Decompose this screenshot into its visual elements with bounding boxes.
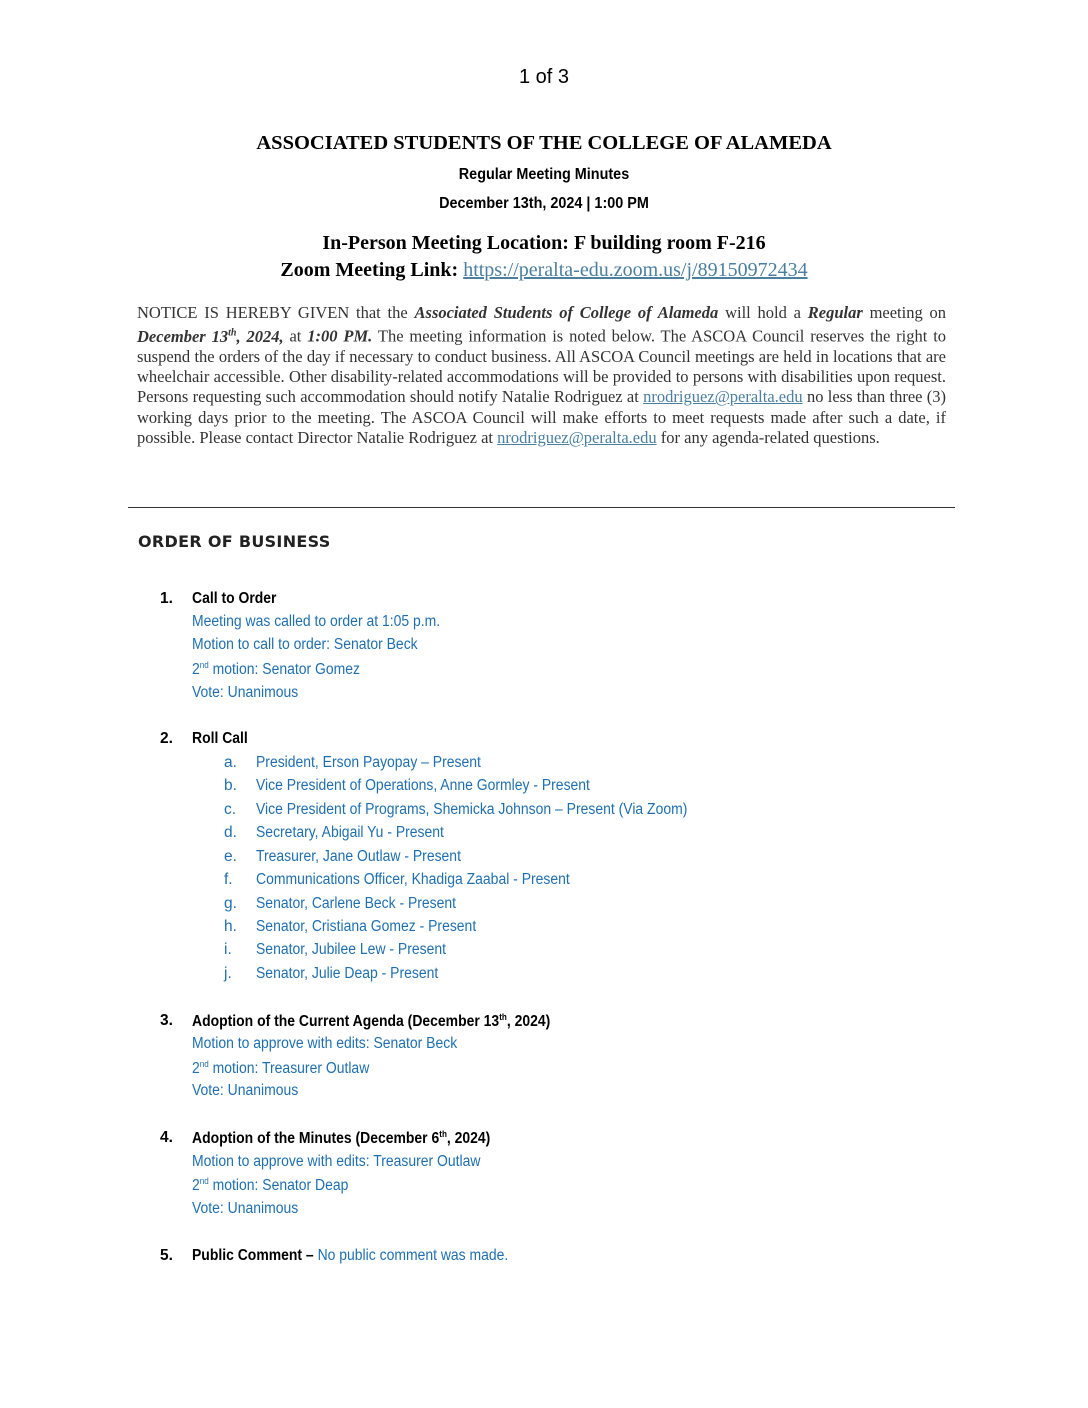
divider — [128, 507, 955, 508]
roll-letter: j. — [224, 965, 232, 982]
second-text: motion: Senator Gomez — [208, 661, 360, 679]
roll-member: Senator, Cristiana Gomez - Present — [256, 918, 477, 935]
title-part: , 2024) — [446, 1130, 491, 1148]
ordinal-sup: nd — [199, 660, 209, 670]
roll-member: Senator, Julie Deap - Present — [256, 965, 439, 982]
email-link[interactable]: nrodriguez@peralta.edu — [497, 427, 657, 447]
title-sup: th — [499, 1012, 507, 1022]
item-title: Call to Order — [192, 590, 277, 607]
roll-member: President, Erson Payopay – Present — [256, 754, 481, 771]
title-part: Public Comment – — [192, 1247, 314, 1264]
notice-text: for any agenda-related questions. — [660, 427, 880, 447]
document-title: ASSOCIATED STUDENTS OF THE COLLEGE OF ALAMEDA — [256, 132, 832, 154]
title-part: , 2024) — [506, 1013, 551, 1031]
second-text: motion: Treasurer Outlaw — [208, 1060, 370, 1078]
notice-date-suffix: , 2024, — [236, 326, 284, 346]
roll-letter: i. — [224, 941, 232, 958]
item-vote: Vote: Unanimous — [192, 1200, 299, 1217]
roll-member: Vice President of Programs, Shemicka Johnson – Present (Via Zoom) — [256, 801, 688, 818]
item-number: 3. — [160, 1012, 173, 1029]
ordinal-sup: nd — [199, 1176, 209, 1186]
roll-member: Communications Officer, Khadiga Zaabal - Present — [256, 871, 570, 888]
roll-letter: a. — [224, 754, 237, 771]
meeting-location — [0, 232, 1088, 255]
item-vote: Vote: Unanimous — [192, 1082, 299, 1099]
title-part: Adoption of the Current Agenda (December 13 — [192, 1013, 500, 1031]
item-title: Roll Call — [192, 730, 248, 747]
item-number: 2. — [160, 730, 173, 747]
zoom-link[interactable]: https://peralta-edu.zoom.us/j/89150972434 — [463, 259, 808, 281]
roll-member: Vice President of Operations, Anne Gormley - Present — [256, 777, 590, 794]
notice-text: at — [289, 326, 302, 346]
second-text: motion: Senator Deap — [208, 1177, 349, 1195]
title-sup: th — [439, 1129, 447, 1139]
notice-org: Associated Students of College of Alameda — [414, 303, 719, 322]
item-title — [192, 1247, 508, 1265]
item-detail: Motion to call to order: Senator Beck — [192, 636, 418, 653]
notice-text: no less than three (3) working days prior to the meeting. The ASCOA Council will make efforts to meet requests made after such a date, if possible. Please contact Director Natalie Rodriguez at — [137, 387, 947, 447]
location-text: In-Person Meeting Location: F building room F-216 — [322, 232, 766, 254]
ordinal: 2 — [192, 1060, 200, 1078]
item-second-motion — [192, 660, 360, 679]
item-number: 1. — [160, 590, 173, 607]
roll-member: Senator, Carlene Beck - Present — [256, 895, 457, 912]
roll-letter: b. — [224, 777, 237, 794]
item-detail: Meeting was called to order at 1:05 p.m. — [192, 613, 441, 630]
roll-member: Treasurer, Jane Outlaw - Present — [256, 848, 461, 865]
notice-type: Regular — [807, 303, 863, 322]
zoom-link-line — [0, 259, 1088, 282]
item-motion: Motion to approve with edits: Treasurer Outlaw — [192, 1153, 481, 1170]
ordinal: 2 — [192, 661, 200, 679]
notice-text: will hold a — [725, 303, 801, 322]
title-part: Adoption of the Minutes (December 6 — [192, 1130, 440, 1148]
zoom-label: Zoom Meeting Link: — [280, 259, 459, 281]
notice-text: NOTICE IS HEREBY GIVEN that the — [137, 303, 408, 322]
notice-text: The meeting information is noted below. The ASCOA Council reserves the right to suspend the orders of the day if necessary to conduct business. All ASCOA Council meetings are held in locations that are wheelchair accessible. Other disability-related accommodations will be provided to persons with disabilities upon request. Persons requesting such accommodation should notify Natalie Rodriguez at — [137, 326, 947, 407]
notice-text: meeting on — [869, 303, 947, 322]
item-title — [192, 1012, 550, 1031]
item-vote: Vote: Unanimous — [192, 684, 299, 701]
meeting-datetime: December 13th, 2024 | 1:00 PM — [439, 195, 649, 212]
public-comment-text: No public comment was made. — [313, 1247, 509, 1264]
notice-time: 1:00 PM. — [307, 326, 373, 346]
item-title — [192, 1129, 490, 1148]
notice-date: December 13 — [137, 326, 229, 346]
roll-letter: c. — [224, 801, 237, 818]
roll-letter: h. — [224, 918, 237, 935]
roll-letter: e. — [224, 848, 237, 865]
item-motion: Motion to approve with edits: Senator Beck — [192, 1035, 458, 1052]
roll-member: Senator, Jubilee Lew - Present — [256, 941, 446, 958]
page-number: 1 of 3 — [518, 66, 570, 88]
notice-date-sup: th — [228, 327, 237, 339]
item-second-motion — [192, 1059, 369, 1078]
order-of-business-heading: ORDER OF BUSINESS — [138, 532, 331, 551]
item-second-motion — [192, 1176, 348, 1195]
notice-paragraph — [137, 303, 946, 448]
document-subtitle: Regular Meeting Minutes — [458, 166, 630, 183]
item-number: 4. — [160, 1129, 173, 1146]
roll-letter: d. — [224, 824, 237, 841]
email-link[interactable]: nrodriguez@peralta.edu — [643, 387, 803, 407]
roll-letter: f. — [224, 871, 233, 888]
roll-letter: g. — [224, 895, 237, 912]
ordinal-sup: nd — [199, 1059, 209, 1069]
roll-member: Secretary, Abigail Yu - Present — [256, 824, 444, 841]
ordinal: 2 — [192, 1177, 200, 1195]
item-number: 5. — [160, 1247, 173, 1264]
